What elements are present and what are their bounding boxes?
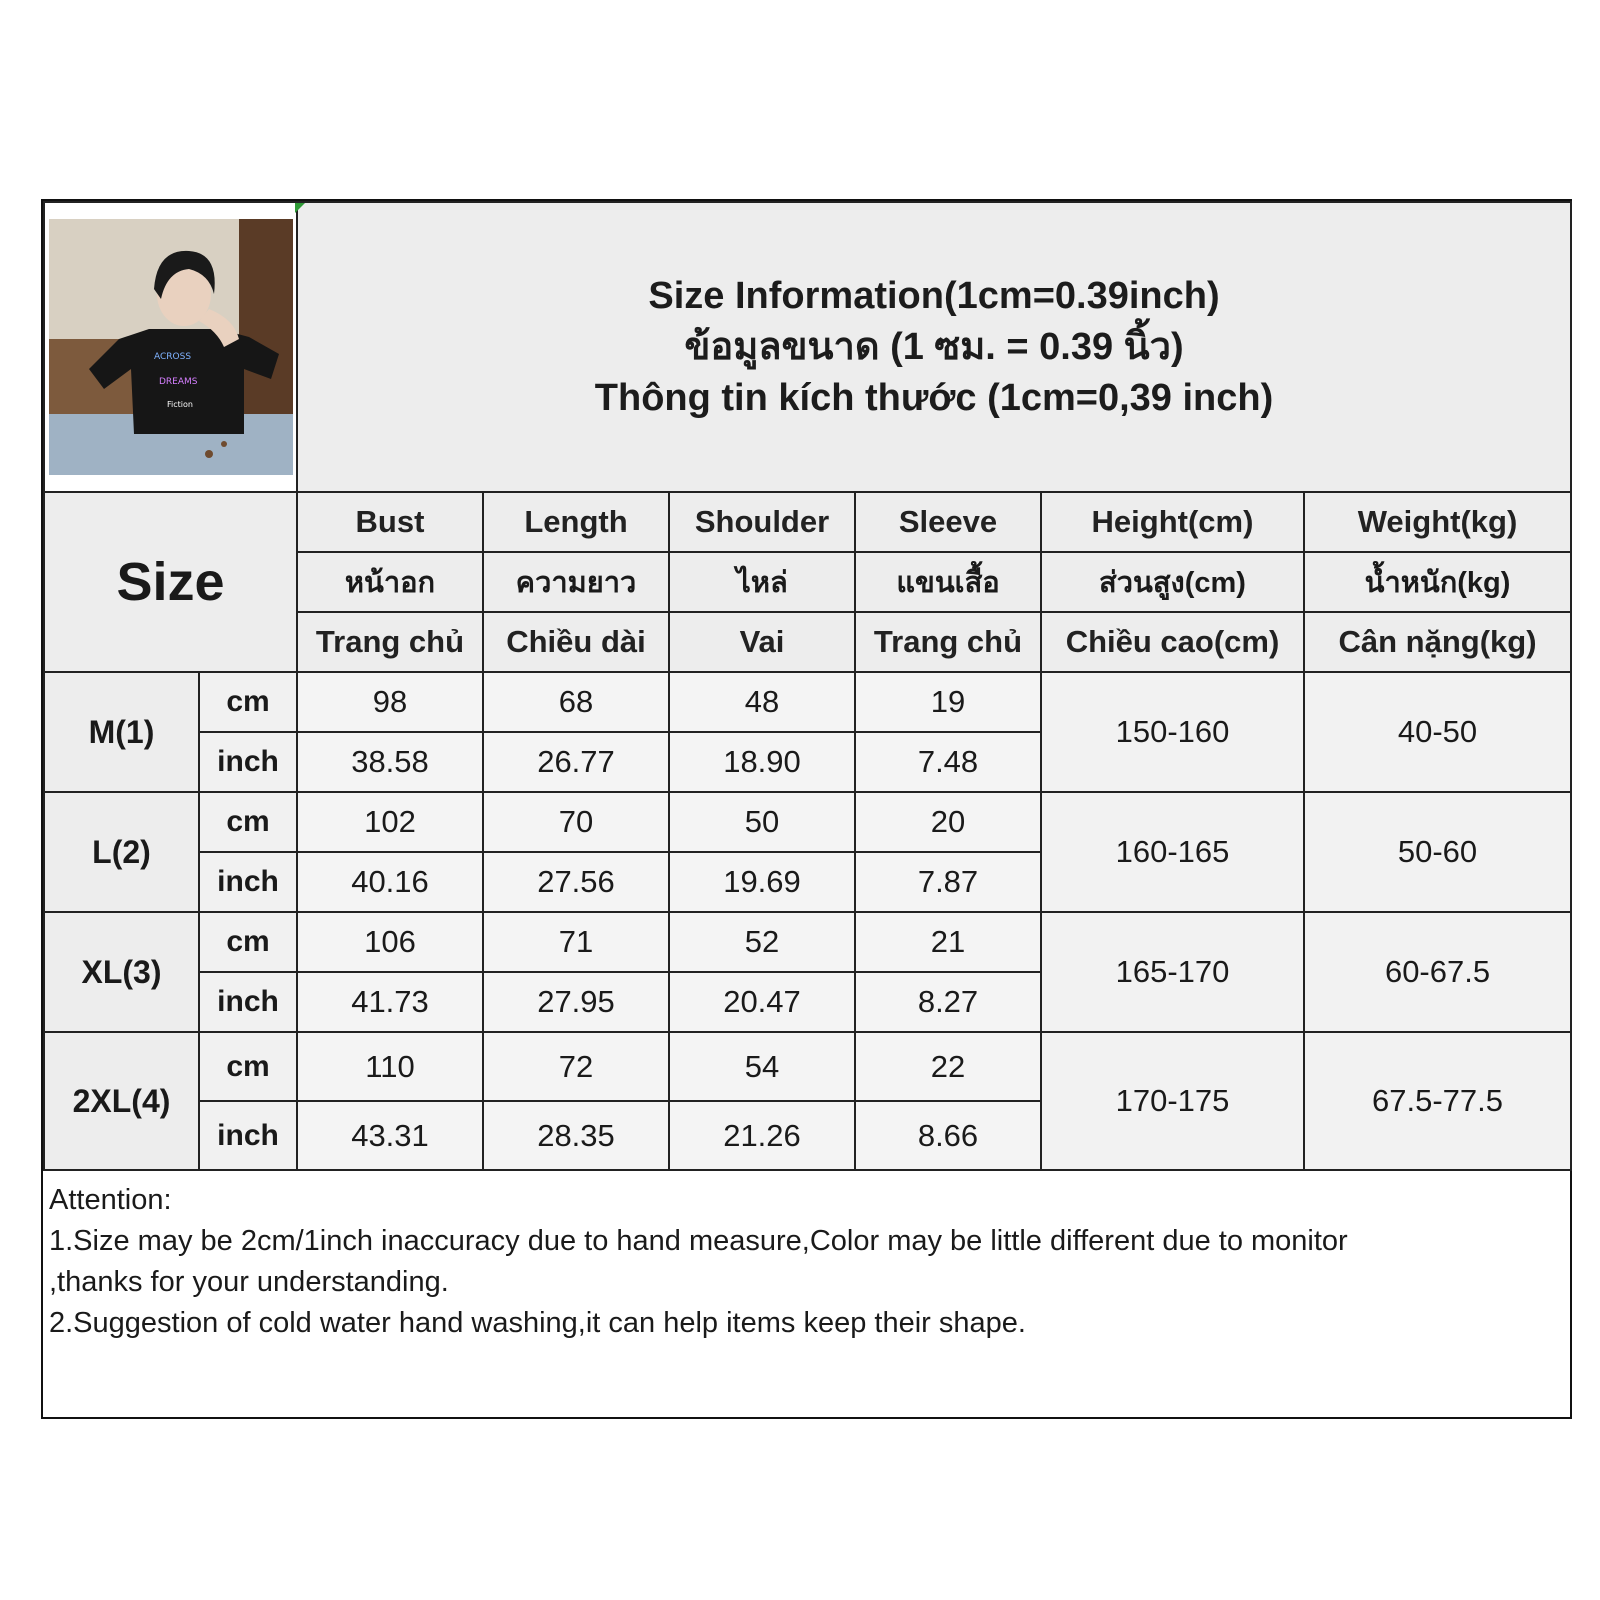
unit-cm: cm [199, 1032, 297, 1101]
value-cell: 21 [855, 912, 1041, 972]
size-name: 2XL(4) [44, 1032, 199, 1170]
value-cell: 43.31 [297, 1101, 483, 1170]
header-sleeve-th: แขนเสื้อ [855, 552, 1041, 612]
header-sleeve-en: Sleeve [855, 492, 1041, 552]
svg-text:ACROSS: ACROSS [153, 352, 191, 362]
value-cell: 41.73 [297, 972, 483, 1032]
unit-inch: inch [199, 732, 297, 792]
value-cell: 19.69 [669, 852, 855, 912]
unit-cm: cm [199, 912, 297, 972]
value-cell: 72 [483, 1032, 669, 1101]
table-row [44, 912, 1571, 972]
weight-range: 50-60 [1304, 792, 1571, 912]
size-header: Size [44, 492, 297, 672]
value-cell: 40.16 [297, 852, 483, 912]
notes-line-2: 2.Suggestion of cold water hand washing,it can help items keep their shape. [49, 1307, 1026, 1339]
header-bust-th: หน้าอก [297, 552, 483, 612]
header-length-th: ความยาว [483, 552, 669, 612]
header-bust-vi: Trang chủ [297, 612, 483, 672]
product-photo-image [49, 219, 293, 475]
header-weight-vi: Cân nặng(kg) [1304, 612, 1571, 672]
title-vi: Thông tin kích thước (1cm=0,39 inch) [594, 376, 1274, 419]
value-cell: 20 [855, 792, 1041, 852]
unit-inch: inch [199, 972, 297, 1032]
notes-line-1: 1.Size may be 2cm/1inch inaccuracy due to hand measure,Color may be little different due to monitor [49, 1225, 1348, 1257]
header-weight-en: Weight(kg) [1304, 492, 1571, 552]
value-cell: 27.95 [483, 972, 669, 1032]
value-cell: 18.90 [669, 732, 855, 792]
value-cell: 38.58 [297, 732, 483, 792]
photo-cell [44, 202, 297, 492]
unit-cm: cm [199, 792, 297, 852]
header-height-vi: Chiều cao(cm) [1041, 612, 1304, 672]
product-photo [49, 219, 293, 475]
table-row [44, 792, 1571, 852]
value-cell: 27.56 [483, 852, 669, 912]
value-cell: 22 [855, 1032, 1041, 1101]
header-length-en: Length [483, 492, 669, 552]
title-block [297, 202, 1571, 492]
header-height-th: ส่วนสูง(cm) [1041, 552, 1304, 612]
height-range: 150-160 [1041, 672, 1304, 792]
header-shoulder-en: Shoulder [669, 492, 855, 552]
svg-text:DREAMS: DREAMS [158, 377, 198, 387]
value-cell: 106 [297, 912, 483, 972]
size-name: L(2) [44, 792, 199, 912]
notes-line-1-continued: ,thanks for your understanding. [49, 1266, 449, 1298]
value-cell: 8.66 [855, 1101, 1041, 1170]
value-cell: 7.48 [855, 732, 1041, 792]
value-cell: 48 [669, 672, 855, 732]
value-cell: 7.87 [855, 852, 1041, 912]
value-cell: 50 [669, 792, 855, 852]
header-weight-th: น้ำหนัก(kg) [1304, 552, 1571, 612]
weight-range: 67.5-77.5 [1304, 1032, 1571, 1170]
header-shoulder-vi: Vai [669, 612, 855, 672]
value-cell: 71 [483, 912, 669, 972]
value-cell: 26.77 [483, 732, 669, 792]
title-en: Size Information(1cm=0.39inch) [648, 274, 1220, 317]
size-chart [41, 199, 1572, 1419]
height-range: 165-170 [1041, 912, 1304, 1032]
table-row [44, 1032, 1571, 1101]
value-cell: 52 [669, 912, 855, 972]
value-cell: 28.35 [483, 1101, 669, 1170]
height-range: 160-165 [1041, 792, 1304, 912]
weight-range: 60-67.5 [1304, 912, 1571, 1032]
value-cell: 68 [483, 672, 669, 732]
value-cell: 54 [669, 1032, 855, 1101]
header-length-vi: Chiều dài [483, 612, 669, 672]
value-cell: 98 [297, 672, 483, 732]
value-cell: 70 [483, 792, 669, 852]
unit-inch: inch [199, 1101, 297, 1170]
notes-heading: Attention: [49, 1184, 172, 1216]
weight-range: 40-50 [1304, 672, 1571, 792]
value-cell: 8.27 [855, 972, 1041, 1032]
value-cell: 20.47 [669, 972, 855, 1032]
size-name: XL(3) [44, 912, 199, 1032]
unit-cm: cm [199, 672, 297, 732]
cell-comment-marker [295, 203, 305, 213]
height-range: 170-175 [1041, 1032, 1304, 1170]
table-row [44, 672, 1571, 732]
title-th: ข้อมูลขนาด (1 ซม. = 0.39 นิ้ว) [684, 325, 1184, 368]
size-table [43, 201, 1572, 1171]
header-bust-en: Bust [297, 492, 483, 552]
svg-text:Fiction: Fiction [166, 400, 193, 409]
header-height-en: Height(cm) [1041, 492, 1304, 552]
value-cell: 19 [855, 672, 1041, 732]
header-sleeve-vi: Trang chủ [855, 612, 1041, 672]
size-name: M(1) [44, 672, 199, 792]
header-shoulder-th: ไหล่ [669, 552, 855, 612]
attention-notes [49, 1180, 1549, 1344]
unit-inch: inch [199, 852, 297, 912]
value-cell: 102 [297, 792, 483, 852]
value-cell: 110 [297, 1032, 483, 1101]
value-cell: 21.26 [669, 1101, 855, 1170]
